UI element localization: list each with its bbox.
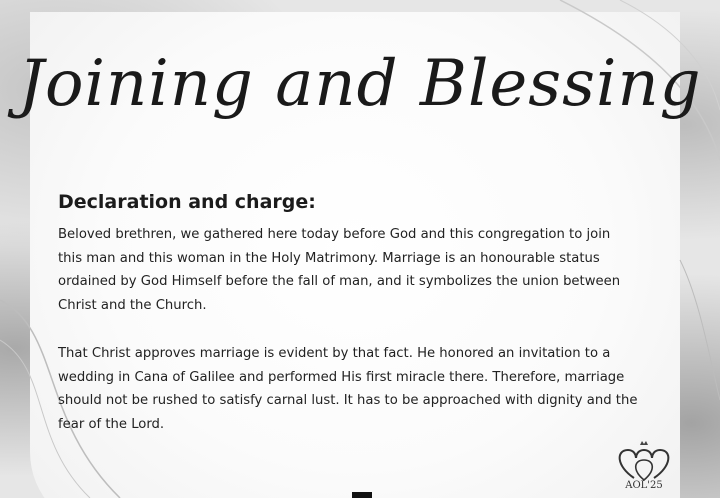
page-indicator: [352, 492, 372, 498]
paragraph-2: That Christ approves marriage is evident by that fact. He honored an invitation to a wedding in Cana of Galilee and performed His first miracle there. Therefore, marriage should not be rushed to satisfy carnal lust. It has to be approached with dignity and the fear of the Lord.: [58, 346, 638, 432]
page-title: Joining and Blessing: [18, 47, 702, 121]
logo: [612, 440, 676, 496]
paragraph-1: Beloved brethren, we gathered here today before God and this congregation to join this man and this woman in the Holy Matrimony. Marriage is an honourable status ordained by God Himself before the fall of man, and it symbolizes the union between Christ and the Church.: [58, 227, 621, 313]
logo-text: AOL'25: [625, 480, 663, 491]
interlocking-hearts-crown-icon: [612, 440, 676, 482]
section-heading: Declaration and charge:: [58, 191, 316, 213]
